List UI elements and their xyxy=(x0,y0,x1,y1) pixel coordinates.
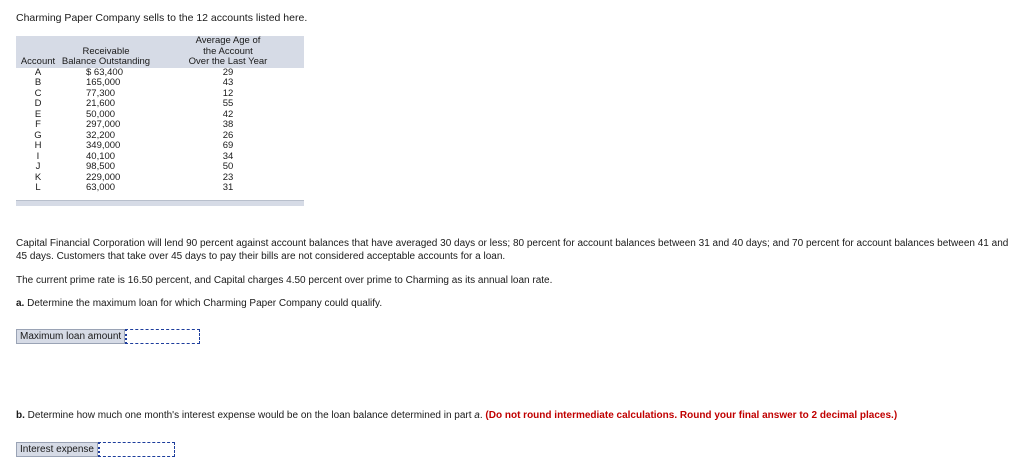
table-row xyxy=(16,68,304,79)
question-a-prefix: a. xyxy=(16,298,25,309)
cell-balance: 63,000 xyxy=(86,182,116,193)
cell-account: H xyxy=(34,140,42,151)
question-b-instruction: (Do not round intermediate calculations. Round your final answer to 2 decimal places.) xyxy=(485,410,898,421)
cell-account: G xyxy=(34,129,42,141)
cell-balance: 32,200 xyxy=(86,129,116,141)
table-row xyxy=(16,162,304,173)
cell-balance: 165,000 xyxy=(86,77,121,88)
question-a xyxy=(16,298,1016,311)
cell-age: 38 xyxy=(222,119,234,130)
cell-age: 26 xyxy=(222,129,234,141)
cell-account: L xyxy=(35,182,41,193)
cell-account: A xyxy=(34,66,42,78)
accounts-table xyxy=(16,36,304,194)
table-row xyxy=(16,152,304,163)
cell-balance: 98,500 xyxy=(86,161,116,172)
header-age-line1: Average Age of xyxy=(195,35,261,46)
question-b-part-ref: a xyxy=(474,410,480,421)
answer-row-b xyxy=(16,442,175,457)
table-row xyxy=(16,141,304,152)
header-age xyxy=(152,36,304,68)
cell-age: 23 xyxy=(222,171,234,183)
question-b-text-end: . xyxy=(479,410,486,421)
table-header-row xyxy=(16,36,304,68)
answer-row-a xyxy=(16,329,200,344)
cell-account: E xyxy=(34,108,42,120)
interest-expense-label: Interest expense xyxy=(16,442,98,457)
cell-age: 34 xyxy=(222,150,234,162)
header-account-label: Account xyxy=(20,56,56,67)
table-row xyxy=(16,120,304,131)
cell-account: D xyxy=(34,98,42,109)
cell-balance: 40,100 xyxy=(86,150,116,162)
header-age-line2: the Account xyxy=(203,45,253,57)
accounts-table-container xyxy=(16,36,304,206)
cell-account: C xyxy=(34,87,42,99)
maximum-loan-input[interactable] xyxy=(125,329,200,344)
table-row xyxy=(16,183,304,194)
table-footer-bar xyxy=(16,200,304,206)
cell-balance: 77,300 xyxy=(86,87,116,99)
cell-balance: 229,000 xyxy=(86,171,121,183)
cell-age: 69 xyxy=(222,140,234,151)
table-row xyxy=(16,110,304,121)
interest-expense-input[interactable] xyxy=(98,442,175,457)
cell-age: 12 xyxy=(222,87,234,99)
intro-text: Charming Paper Company sells to the 12 accounts listed here. xyxy=(16,12,308,24)
cell-account: J xyxy=(35,161,41,172)
header-balance xyxy=(60,36,152,68)
cell-account: B xyxy=(34,77,42,88)
header-balance-line2: Balance Outstanding xyxy=(61,56,151,67)
cell-age: 43 xyxy=(222,77,234,88)
cell-account: F xyxy=(35,119,41,130)
question-b xyxy=(16,410,1016,423)
loan-terms-paragraph: Capital Financial Corporation will lend 90 percent against account balances that have averaged 30 days or less; 80 percent for account balances between 31 and 40 days; and 70 percent for account balances between 41 and 45 days. Customers that take over 45 days to pay their bills are not considered acceptable accounts for a loan. xyxy=(16,238,1009,262)
cell-account: I xyxy=(36,150,40,162)
table-row xyxy=(16,99,304,110)
cell-balance: $ 63,400 xyxy=(86,66,123,78)
cell-age: 31 xyxy=(222,182,234,193)
table-row xyxy=(16,78,304,89)
header-balance-line1: Receivable xyxy=(82,45,130,57)
cell-balance: 21,600 xyxy=(86,98,116,109)
cell-account: K xyxy=(34,171,42,183)
question-b-text: Determine how much one month's interest expense would be on the loan balance determined in part xyxy=(24,410,475,421)
table-row xyxy=(16,131,304,142)
cell-age: 42 xyxy=(222,108,234,120)
maximum-loan-label: Maximum loan amount xyxy=(16,329,125,344)
cell-age: 55 xyxy=(222,98,234,109)
cell-age: 29 xyxy=(222,66,234,78)
cell-balance: 349,000 xyxy=(86,140,121,151)
prime-rate-paragraph: The current prime rate is 16.50 percent, and Capital charges 4.50 percent over prime to Charming as its annual loan rate. xyxy=(16,275,553,286)
cell-balance: 297,000 xyxy=(86,119,121,130)
question-a-text: Determine the maximum loan for which Charming Paper Company could qualify. xyxy=(24,298,383,309)
header-account xyxy=(16,36,60,68)
table-row xyxy=(16,173,304,184)
table-row xyxy=(16,89,304,100)
cell-balance: 50,000 xyxy=(86,108,116,120)
accounts-table-body xyxy=(16,68,304,194)
cell-age: 50 xyxy=(222,161,234,172)
question-b-prefix: b. xyxy=(16,410,25,421)
header-age-line3: Over the Last Year xyxy=(188,56,268,67)
